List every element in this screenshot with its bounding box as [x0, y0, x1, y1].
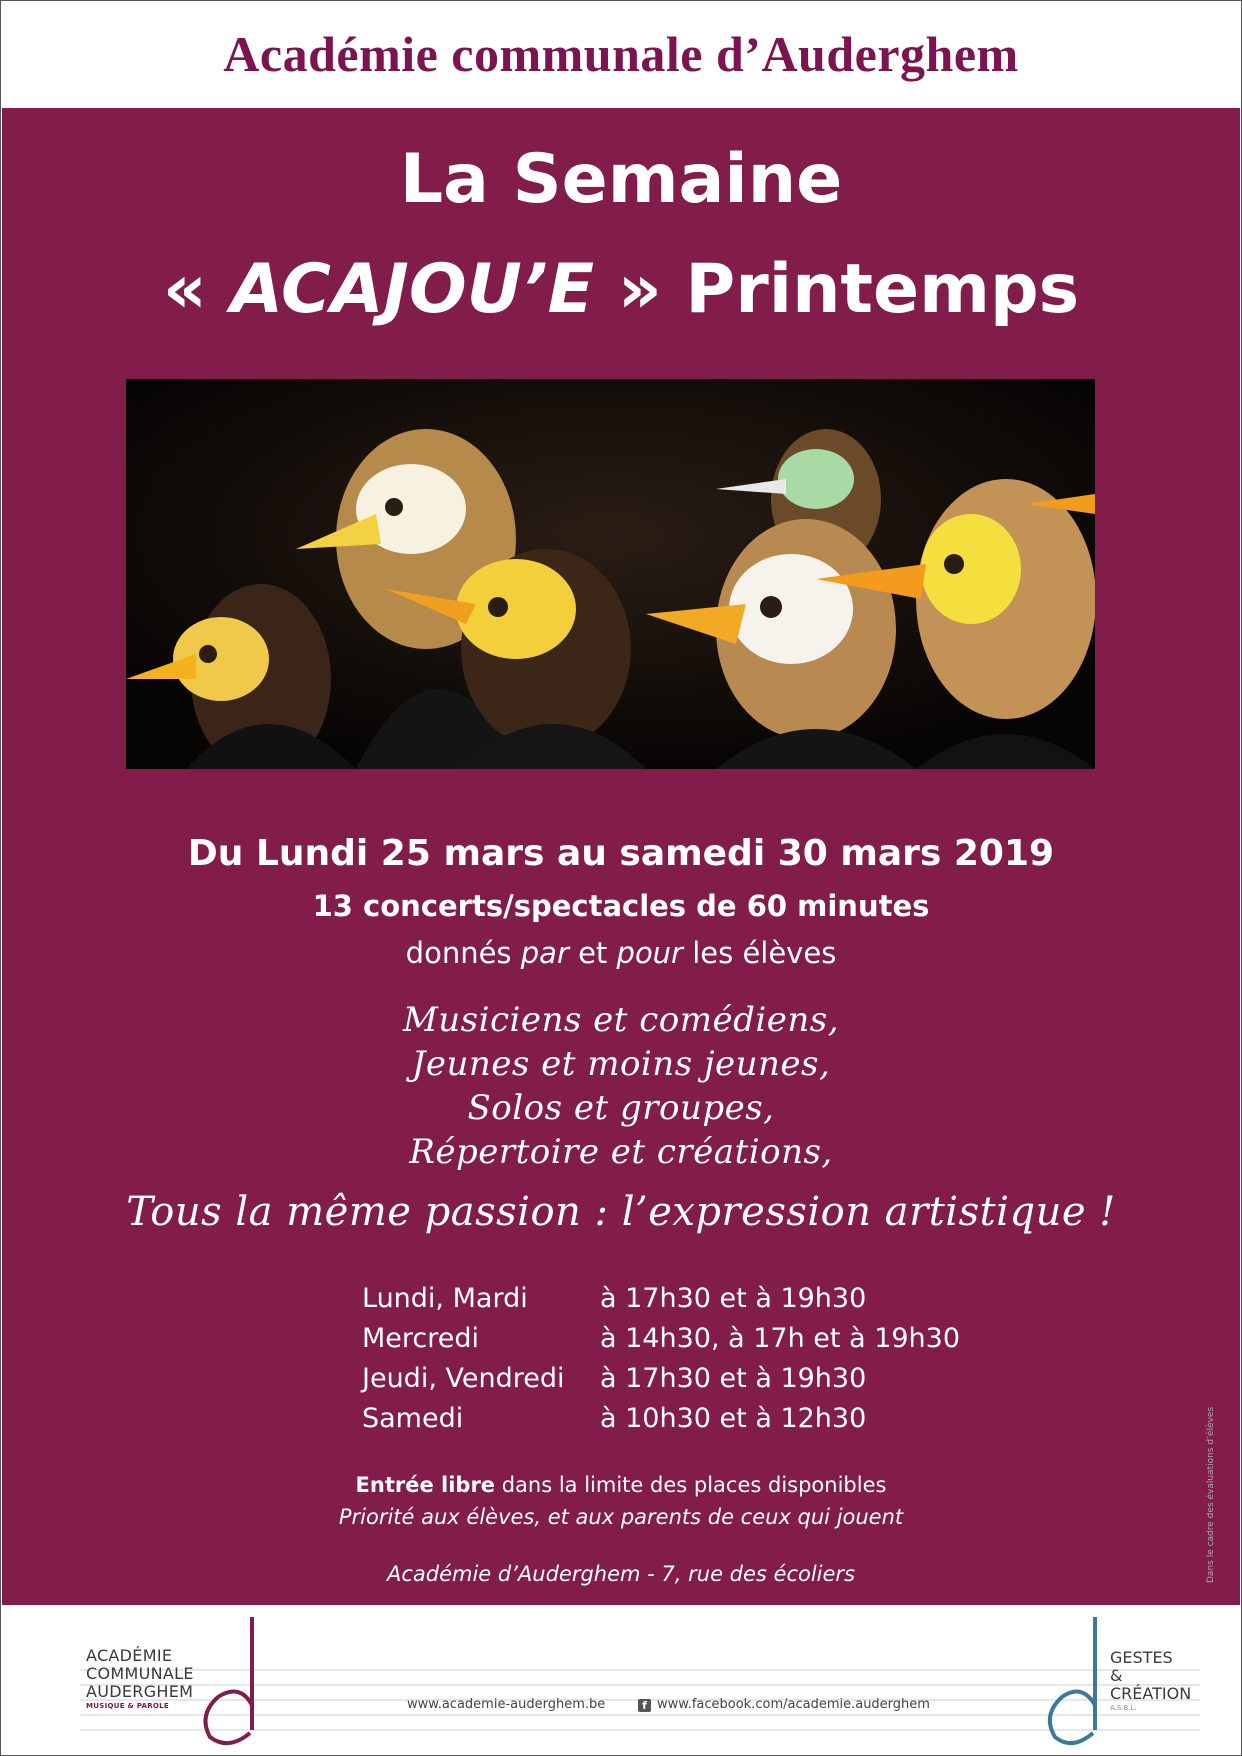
logo-left-line: COMMUNALE: [86, 1664, 194, 1683]
schedule-day: Jeudi, Vendredi: [362, 1362, 565, 1394]
script-line-musiciens: Musiciens et comédiens,: [402, 1000, 840, 1040]
title-line-2: [2, 250, 1240, 329]
entree-text: [2, 1473, 1240, 1497]
schedule-row: [362, 1358, 960, 1398]
schedule-row: [362, 1318, 960, 1358]
schedule-times: à 17h30 et à 19h30: [600, 1362, 867, 1394]
given-par: par: [520, 936, 569, 970]
script-line-passion: Tous la même passion : l’expression artistique !: [126, 1189, 1116, 1235]
given-text: [2, 936, 1240, 970]
academie-logo: [86, 1647, 194, 1711]
schedule-table: [362, 1278, 960, 1438]
logo-left-sub: MUSIQUE & PAROLE: [86, 1702, 169, 1710]
schedule-day: Lundi, Mardi: [362, 1282, 528, 1314]
title-quote-open: «: [162, 250, 231, 329]
title-quote-close: » Printemps: [594, 250, 1080, 329]
logo-right-line: CRÉATION: [1110, 1684, 1192, 1703]
script-line-solos: Solos et groupes,: [467, 1088, 775, 1128]
side-note: Dans le cadre des évaluations d’élèves: [1206, 1406, 1216, 1583]
concerts-text: 13 concerts/spectacles de 60 minutes: [312, 889, 930, 923]
dates-text: Du Lundi 25 mars au samedi 30 mars 2019: [187, 833, 1055, 874]
facebook-link[interactable]: [638, 1697, 930, 1712]
schedule-times: à 14h30, à 17h et à 19h30: [600, 1322, 961, 1354]
schedule-day: Mercredi: [362, 1322, 480, 1354]
logo-left-line: AUDERGHEM: [86, 1682, 194, 1701]
title-line-1: La Semaine: [399, 140, 843, 219]
header-title: Académie communale d’Auderghem: [223, 26, 1019, 82]
photo-children-bird-masks: [126, 379, 1095, 769]
script-line-repertoire: Répertoire et créations,: [409, 1132, 833, 1172]
given-pour: pour: [616, 936, 683, 970]
entree-bold: Entrée libre: [355, 1473, 496, 1497]
schedule-times: à 17h30 et à 19h30: [600, 1282, 867, 1314]
priorite-text: Priorité aux élèves, et aux parents de ceux qui jouent: [338, 1505, 904, 1529]
adresse-text: Académie d’Auderghem - 7, rue des écoliers: [386, 1562, 856, 1586]
facebook-icon: f: [638, 1699, 651, 1712]
given-post: les élèves: [683, 936, 837, 970]
schedule-times: à 10h30 et à 12h30: [600, 1402, 867, 1434]
facebook-url[interactable]: www.facebook.com/academie.auderghem: [657, 1697, 930, 1712]
poster-panel: [2, 108, 1240, 1605]
schedule-row: [362, 1398, 960, 1438]
entree-rest: dans la limite des places disponibles: [495, 1473, 887, 1497]
gestes-creation-logo: [1110, 1649, 1191, 1713]
schedule-day: Samedi: [362, 1402, 464, 1434]
logo-right-line: &: [1110, 1666, 1123, 1685]
masks-illustration: [126, 379, 1095, 769]
title-acajoue: ACAJOU’E: [230, 250, 595, 329]
given-pre: donnés: [405, 936, 521, 970]
website-link[interactable]: www.academie-auderghem.be: [407, 1697, 606, 1712]
logo-left-line: ACADÉMIE: [86, 1646, 173, 1665]
header: [0, 0, 1242, 108]
logo-right-sub: A.S.B.L.: [1110, 1704, 1137, 1712]
logo-right-line: GESTES: [1110, 1648, 1173, 1667]
footer: [0, 1605, 1242, 1756]
script-line-jeunes: Jeunes et moins jeunes,: [411, 1044, 831, 1084]
schedule-row: [362, 1278, 960, 1318]
given-mid: et: [568, 936, 617, 970]
